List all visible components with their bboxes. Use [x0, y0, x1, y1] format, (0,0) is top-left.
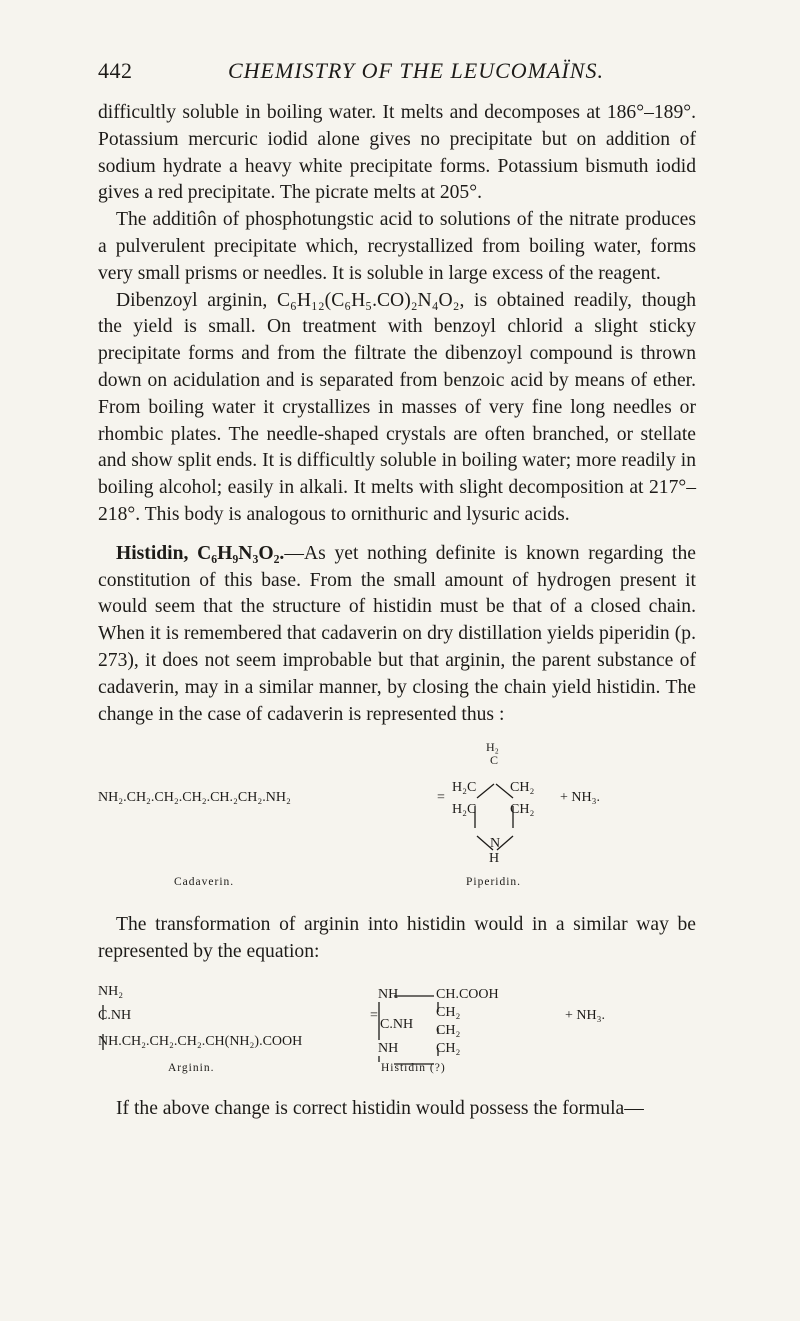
histidin-heading: Histidin, C₆H₉N₃O₂.	[116, 542, 285, 564]
cadaverin-label: Cadaverin.	[174, 876, 235, 888]
running-title: CHEMISTRY OF THE LEUCOMAÏNS.	[228, 58, 604, 83]
paragraph-2: The additiôn of phosphotungstic acid to solutions of the nitrate produces a pulverulent precipitate which, recrystallized from boiling water, forms very small prisms or needles. It is soluble in large excess of the reagent.	[98, 209, 696, 284]
equals-sign: =	[437, 790, 445, 805]
histidin-nh-bottom: NH	[378, 1041, 399, 1056]
page-number: 442	[98, 58, 133, 83]
paragraph-3: Dibenzoyl arginin, C₆H₁₂(C₆H₅.CO)₂N₄O₂, is obtained readily, though the yield is small. On treatment with benzoyl chlorid a slight sticky precipitate forms and from the filtrate the dibenzoyl compound is thrown down on acidulation and is separated from benzoic acid by means of ether. From boiling water it crystallizes in masses of very fine long needles or rhombic plates. The needle-shaped crystals are often branched, or stellate and show split ends. It is difficultly soluble in boiling water; more readily in boiling alcohol; easily in alkali. It melts with slight decomposition at 217°–218°. This body is analogous to ornithuric and lysuric acids.	[98, 289, 696, 525]
body-text	[98, 100, 696, 728]
ring-upper-right: CH₂	[510, 780, 535, 795]
ring-top-h2: H₂	[486, 740, 499, 754]
histidin-ch2-a: CH₂	[436, 1005, 461, 1020]
arginin-chain: NH.CH₂.CH₂.CH₂.CH(NH₂).COOH	[98, 1034, 303, 1049]
histidin-ch2-c: CH₂	[436, 1041, 461, 1056]
closing-paragraph: If the above change is correct histidin would possess the formula—	[116, 1098, 644, 1119]
ring-upper-left: H₂C	[452, 780, 477, 795]
closing-text	[98, 1096, 696, 1123]
histidin-text: —As yet nothing definite is known regarding the constitution of this base. From the small amount of hydrogen present it would seem that the structure of histidin must be that of a closed chain. When it is remembered that cadaverin on dry distillation yields piperidin (p. 273), it does not seem improbable but that arginin, the parent substance of cadaverin, may in a similar manner, by closing the chain yield histidin. The change in the case of cadaverin is represented thus :	[98, 542, 696, 725]
arginin-nh2: NH₂	[98, 984, 124, 999]
ring-lower-left: H₂C	[452, 802, 477, 817]
ring-nitrogen-h: H	[489, 851, 500, 866]
histidin-ch2-b: CH₂	[436, 1023, 461, 1038]
histidin-ch-cooh: CH.COOH	[436, 987, 499, 1002]
piperidin-label: Piperidin.	[466, 876, 522, 888]
plus-ammonia-1: + NH₃.	[560, 790, 600, 805]
ring-nitrogen: N	[490, 836, 501, 851]
cadaverin-formula: NH₂.CH₂.CH₂.CH₂.CH.₂CH₂.NH₂	[98, 790, 291, 805]
histidin-paragraph	[98, 541, 696, 729]
histidin-cnh: C.NH	[380, 1017, 414, 1032]
plus-ammonia-2: + NH₃.	[565, 1008, 605, 1023]
histidin-nh-top: NH	[378, 987, 399, 1002]
histidin-label: Histidin (?)	[381, 1062, 446, 1074]
arginin-cnh: C.NH	[98, 1008, 132, 1023]
ring-top-c: C	[490, 753, 499, 767]
equals-sign-2: =	[370, 1008, 378, 1023]
arginin-label: Arginin.	[168, 1062, 215, 1074]
transition-paragraph: The transformation of arginin into histidin would in a similar way be represented by the equation:	[98, 914, 696, 962]
ring-lower-right: CH₂	[510, 802, 535, 817]
paragraph-1: difficultly soluble in boiling water. It melts and decomposes at 186°–189°. Potassium mercuric iodid alone gives no precipitate but on addition of sodium hydrate a heavy white precipitate forms. Potassium bismuth iodid gives a red precipitate. The picrate melts at 205°.	[98, 102, 696, 204]
transition-text	[98, 912, 696, 966]
